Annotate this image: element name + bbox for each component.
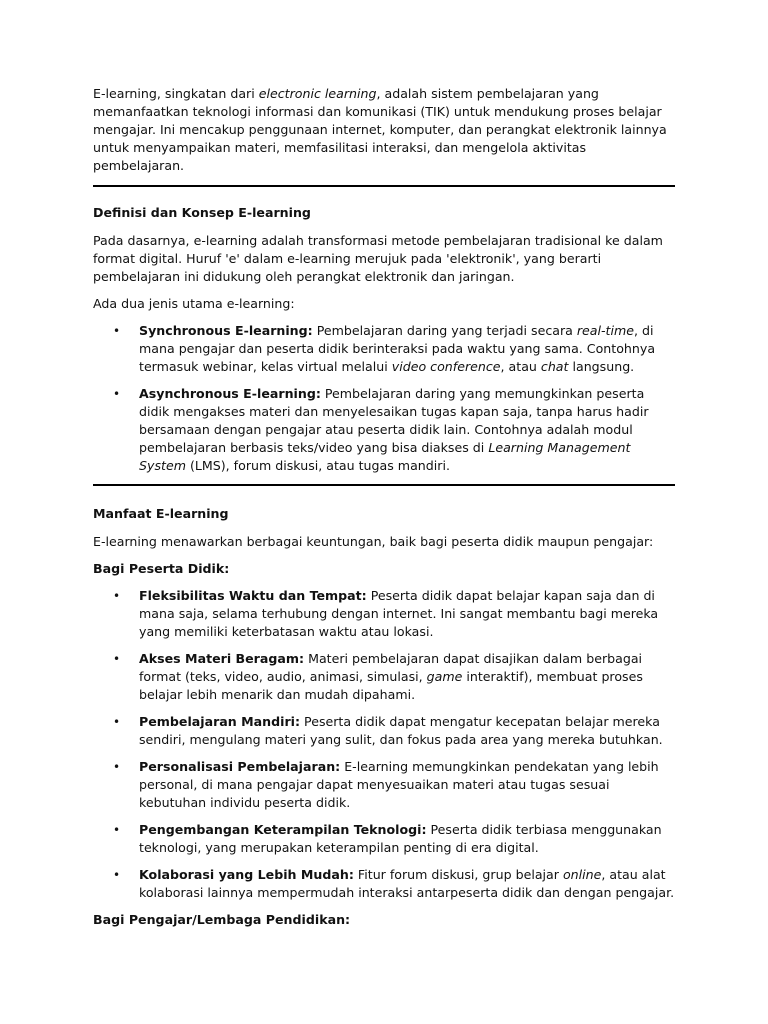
section-divider	[93, 484, 675, 486]
bullet-icon: •	[113, 324, 121, 338]
list-item: • Personalisasi Pembelajaran: E-learning memungkinkan pendekatan yang lebih personal, di mana pengajar dapat menyesuaikan materi atau tugas sesuai kebutuhan individu peserta didik.	[113, 759, 659, 810]
list-item: • Pengembangan Keterampilan Teknologi: Peserta didik terbiasa menggunakan teknologi, yang merupakan keterampilan penting di era digital.	[113, 822, 662, 855]
intro-paragraph: E-learning, singkatan dari electronic learning, adalah sistem pembelajaran yang memanfaatkan teknologi informasi dan komunikasi (TIK) untuk mendukung proses belajar mengajar. Ini mencakup penggunaan internet, komputer, dan perangkat elektronik lainnya untuk menyampaikan materi, memfasilitasi interaksi, dan mengelola aktivitas pembelajaran.	[93, 86, 667, 173]
list-item: • Pembelajaran Mandiri: Peserta didik dapat mengatur kecepatan belajar mereka sendiri, mengulang materi yang sulit, dan fokus pada area yang mereka butuhkan.	[113, 714, 663, 747]
intro-emphasis: electronic learning	[258, 86, 377, 101]
bullet-icon: •	[113, 589, 121, 603]
paragraph: Ada dua jenis utama e-learning:	[93, 296, 295, 311]
bullet-icon: •	[113, 715, 121, 729]
benefits-list	[93, 587, 675, 902]
section-heading-manfaat: Manfaat E-learning	[93, 506, 229, 521]
subheading-peserta-didik: Bagi Peserta Didik:	[93, 561, 230, 576]
section-heading-definisi: Definisi dan Konsep E-learning	[93, 205, 311, 220]
section-divider	[93, 185, 675, 187]
bullet-icon: •	[113, 760, 121, 774]
list-item: • Akses Materi Beragam: Materi pembelajaran dapat disajikan dalam berbagai format (teks, video, audio, animasi, simulasi, game interaktif), membuat proses belajar lebih menarik dan mudah dipahami.	[113, 651, 643, 702]
list-item: • Kolaborasi yang Lebih Mudah: Fitur forum diskusi, grup belajar online, atau alat kolaborasi lainnya mempermudah interaksi antarpeserta didik dan dengan pengajar.	[113, 867, 675, 900]
subheading-pengajar: Bagi Pengajar/Lembaga Pendidikan:	[93, 912, 351, 927]
bullet-icon: •	[113, 868, 121, 882]
document-body	[93, 85, 675, 929]
list-item: • Synchronous E-learning: Pembelajaran daring yang terjadi secara real-time, di mana pengajar dan peserta didik berinteraksi pada waktu yang sama. Contohnya termasuk webinar, kelas virtual melalui video conference, atau chat langsung.	[113, 323, 656, 374]
bullet-icon: •	[113, 387, 121, 401]
bullet-icon: •	[113, 652, 121, 666]
bullet-icon: •	[113, 823, 121, 837]
paragraph: E-learning menawarkan berbagai keuntungan, baik bagi peserta didik maupun pengajar:	[93, 534, 654, 549]
paragraph: Pada dasarnya, e-learning adalah transformasi metode pembelajaran tradisional ke dalam format digital. Huruf 'e' dalam e-learning merujuk pada 'elektronik', yang berarti pembelajaran ini didukung oleh perangkat elektronik dan jaringan.	[93, 233, 663, 284]
list-item: • Asynchronous E-learning: Pembelajaran daring yang memungkinkan peserta didik mengakses materi dan menyelesaikan tugas kapan saja, tanpa harus hadir bersamaan dengan pengajar atau peserta didik lain. Contohnya adalah modul pembelajaran berbasis teks/video yang bisa diakses di Learning Management System (LMS), forum diskusi, atau tugas mandiri.	[113, 386, 649, 473]
list-item: • Fleksibilitas Waktu dan Tempat: Peserta didik dapat belajar kapan saja dan di mana saja, selama terhubung dengan internet. Ini sangat membantu bagi mereka yang memiliki keterbatasan waktu atau lokasi.	[113, 588, 659, 639]
elearning-types-list	[93, 322, 675, 475]
